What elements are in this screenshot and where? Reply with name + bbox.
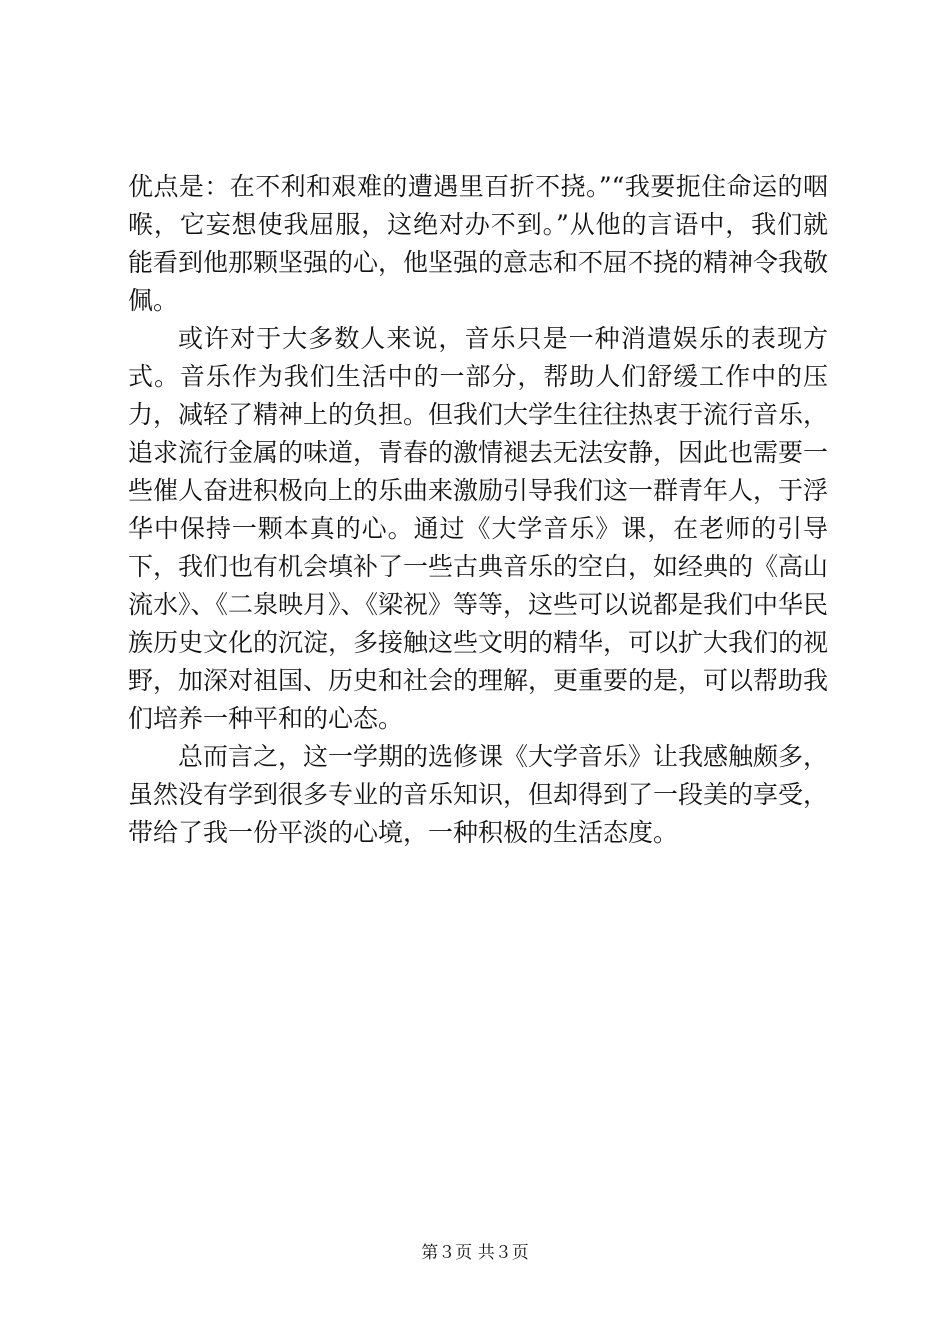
document-body bbox=[128, 168, 828, 852]
paragraph-music-role: 或许对于大多数人来说，音乐只是一种消遣娱乐的表现方式。音乐作为我们生活中的一部分，帮助人们舒缓工作中的压力，减轻了精神上的负担。但我们大学生往往热衷于流行音乐，追求流行金属的味道，青春的激情褪去无法安静，因此也需要一些催人奋进积极向上的乐曲来激励引导我们这一群青年人，于浮华中保持一颗本真的心。通过《大学音乐》课，在老师的引导下，我们也有机会填补了一些古典音乐的空白，如经典的《高山流水》、《二泉映月》、《梁祝》等等，这些可以说都是我们中华民族历史文化的沉淀，多接触这些文明的精华，可以扩大我们的视野，加深对祖国、历史和社会的理解，更重要的是，可以帮助我们培养一种平和的心态。 bbox=[128, 324, 829, 733]
paragraph-conclusion: 总而言之，这一学期的选修课《大学音乐》让我感触颇多，虽然没有学到很多专业的音乐知识，但却得到了一段美的享受，带给了我一份平淡的心境，一种积极的生活态度。 bbox=[128, 742, 829, 847]
page-number-footer: 第３页 共３页 bbox=[421, 1243, 529, 1263]
paragraph-continued: 优点是：在不利和艰难的遭遇里百折不挠。”“我要扼住命运的咽喉，它妄想使我屈服，这绝对办不到。”从他的言语中，我们就能看到他那颗坚强的心，他坚强的意志和不屈不挠的精神令我敬佩。 bbox=[128, 172, 829, 315]
